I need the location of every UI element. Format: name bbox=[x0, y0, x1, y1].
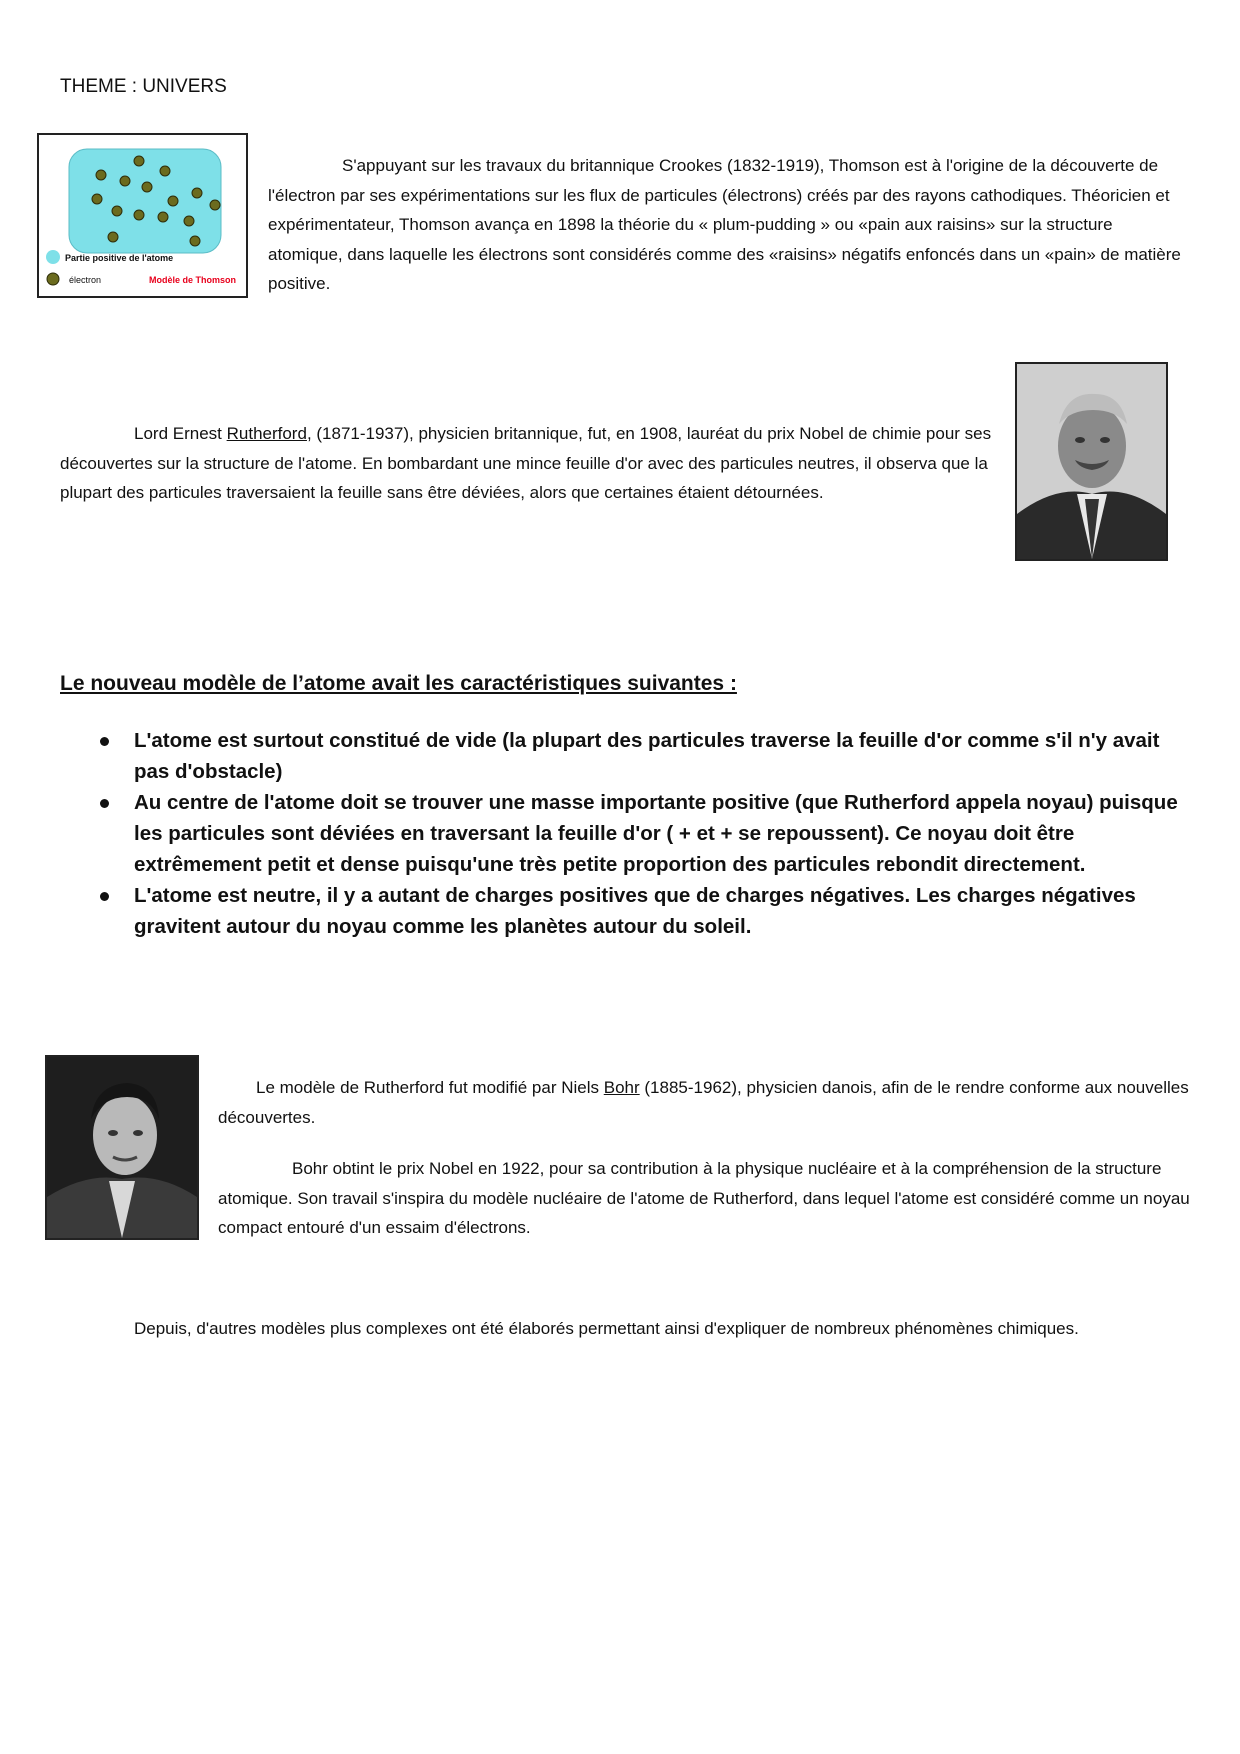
list-item bbox=[60, 787, 1180, 880]
thomson-model-diagram bbox=[39, 135, 246, 296]
bullet-icon bbox=[100, 737, 109, 746]
bohr-link[interactable]: Bohr bbox=[603, 1078, 640, 1097]
bullet-icon bbox=[100, 892, 109, 901]
rutherford-portrait-image bbox=[1017, 364, 1166, 559]
bullet-icon bbox=[100, 799, 109, 808]
bohr-portrait bbox=[45, 1055, 199, 1240]
legend-electron-label: électron bbox=[69, 275, 102, 285]
page-theme: THEME : UNIVERS bbox=[60, 76, 227, 97]
figure-caption: Modèle de Thomson bbox=[149, 275, 237, 285]
bohr-text-after: (1885-1962), physicien danois, afin de le rendre conforme aux nouvelles découvertes. bbox=[218, 1078, 1189, 1127]
bohr-paragraph-1 bbox=[218, 1073, 1193, 1132]
model-characteristics-list bbox=[60, 725, 1180, 942]
rutherford-text-before: Lord Ernest bbox=[134, 424, 227, 443]
thomson-paragraph: S'appuyant sur les travaux du britannique Crookes (1832-1919), Thomson est à l'origine de la découverte de l'électron par ses expérimentations sur les flux de particules (électrons) créés par des rayons cathodiques. Théoricien et expérimentateur, Thomson avança en 1898 la théorie du « plum-pudding » ou «pain aux raisins» sur la structure atomique, dans laquelle les électrons sont considérés comme des «raisins» négatifs enfoncés dans un «pain» de matière positive. bbox=[268, 156, 1181, 293]
rutherford-link[interactable]: Rutherford bbox=[226, 424, 307, 443]
list-item bbox=[60, 725, 1180, 787]
electron-legend-swatch bbox=[47, 273, 59, 285]
thomson-model-figure bbox=[37, 133, 248, 298]
positive-legend-swatch bbox=[46, 250, 60, 264]
rutherford-text-after: , (1871-1937), physicien britannique, fut, en 1908, lauréat du prix Nobel de chimie pour ses découvertes sur la structure de l'atome. En bombardant une mince feuille d'or avec des particules neutres, il observa que la plupart des particules traversaient la feuille sans être déviées, alors que certaines étaient détournées. bbox=[60, 424, 992, 502]
bohr-text-before: Le modèle de Rutherford fut modifié par Niels bbox=[256, 1078, 604, 1097]
rutherford-paragraph bbox=[60, 419, 995, 508]
rutherford-portrait bbox=[1015, 362, 1168, 561]
conclusion-paragraph: Depuis, d'autres modèles plus complexes ont été élaborés permettant ainsi d'expliquer de nombreux phénomènes chimiques. bbox=[134, 1319, 1079, 1338]
model-heading: Le nouveau modèle de l’atome avait les caractéristiques suivantes : bbox=[60, 672, 737, 695]
list-item bbox=[60, 880, 1180, 942]
bullet-text: L'atome est surtout constitué de vide (la plupart des particules traverse la feuille d'or comme s'il n'y avait pas d'obstacle) bbox=[134, 729, 1160, 783]
bullet-text: Au centre de l'atome doit se trouver une masse importante positive (que Rutherford appela noyau) puisque les particules sont déviées en traversant la feuille d'or ( + et + se repoussent). Ce noyau doit être extrêmement petit et dense puisqu'une très petite proportion des particules rebondit directement. bbox=[134, 791, 1178, 876]
legend-positive-label: Partie positive de l'atome bbox=[65, 253, 174, 263]
bohr-portrait-image bbox=[47, 1057, 197, 1238]
bullet-text: L'atome est neutre, il y a autant de charges positives que de charges négatives. Les charges négatives gravitent autour du noyau comme les planètes autour du soleil. bbox=[134, 884, 1136, 938]
bohr-paragraph-2: Bohr obtint le prix Nobel en 1922, pour sa contribution à la physique nucléaire et à la compréhension de la structure atomique. Son travail s'inspira du modèle nucléaire de l'atome de Rutherford, dans lequel l'atome est considéré comme un noyau compact entouré d'un essaim d'électrons. bbox=[218, 1159, 1190, 1237]
